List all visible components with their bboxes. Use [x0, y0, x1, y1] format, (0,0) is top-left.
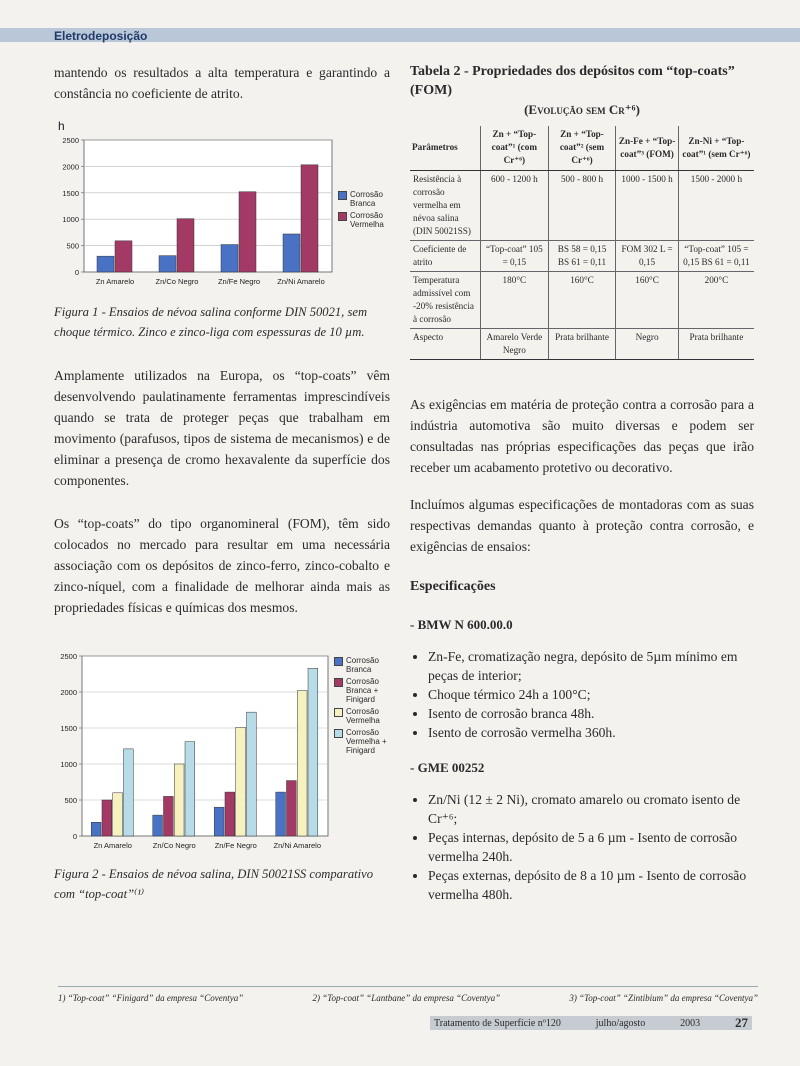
y-tick-label: 2500	[62, 136, 79, 145]
x-tick-label: Zn/Fe Negro	[217, 277, 261, 286]
table-row	[410, 241, 754, 272]
bar	[225, 792, 235, 836]
footnotes	[58, 986, 758, 1003]
bar	[276, 792, 286, 836]
legend-item	[334, 677, 392, 704]
legend-label: Corrosão Vermelha	[350, 211, 384, 229]
right-column	[410, 62, 754, 904]
y-tick-label: 500	[64, 796, 77, 805]
bar	[297, 691, 307, 836]
specifications-heading: Especificações	[410, 579, 496, 594]
list-item: • Peças externas, depósito de 8 a 10 µm - Isento de corrosão vermelha 480h.	[428, 866, 754, 904]
legend-item	[338, 211, 392, 229]
bar	[185, 742, 195, 836]
paragraph-automotive-requirements: As exigências em matéria de proteção contra a corrosão para a indústria automotiva são muito diversas e podem ser consultadas nas próprias especificações das peças que irão receber um acabamento protetivo ou decorativo.	[410, 397, 754, 475]
footnote: 2) “Top-coat” “Lantbane” da empresa “Coventya”	[312, 993, 501, 1003]
y-tick-label: 1000	[62, 215, 79, 225]
legend-swatch	[338, 191, 347, 200]
bar	[97, 256, 114, 272]
list-item: • Isento de corrosão branca 48h.	[428, 704, 754, 723]
list-item: • Isento de corrosão vermelha 360h.	[428, 723, 754, 742]
table-row	[410, 329, 754, 360]
table-header-cell: Zn-Ni + “Top-coat”¹ (sem Cr⁺⁶)	[678, 126, 754, 171]
table-cell: Coeficiente de atrito	[410, 241, 481, 272]
table-cell: Resistência à corrosão vermelha em névoa salina (DIN 50021SS)	[410, 171, 481, 241]
x-tick-label: Zn Amarelo	[93, 841, 132, 850]
y-tick-label: 1500	[60, 724, 77, 733]
y-tick-label: 0	[72, 832, 77, 841]
list-item: • Choque térmico 24h a 100°C;	[428, 685, 754, 704]
legend-swatch	[334, 708, 343, 717]
table-cell: FOM 302 L = 0,15	[616, 241, 678, 272]
footnote: 3) “Top-coat” “Zintibium” da empresa “Coventya”	[569, 993, 758, 1003]
bar	[115, 241, 132, 272]
paragraph-specifications-intro: Incluímos algumas especificações de montadoras com as suas respectivas demandas quanto à proteção contra corrosão, e exigências de ensaios:	[410, 497, 754, 554]
x-tick-label: Zn/Co Negro	[155, 277, 199, 286]
x-tick-label: Zn/Co Negro	[152, 841, 196, 850]
figure-2-caption: Figura 2 - Ensaios de névoa salina, DIN 50021SS comparativo com “top-coat”⁽¹⁾	[54, 867, 374, 901]
table-cell: BS 58 = 0,15 BS 61 = 0,11	[548, 241, 616, 272]
y-axis-label: h	[58, 119, 65, 133]
list-item: • Peças internas, depósito de 5 a 6 µm - Isento de corrosão vermelha 240h.	[428, 828, 754, 866]
properties-table	[410, 126, 754, 360]
bar	[301, 165, 318, 272]
y-tick-label: 1500	[62, 188, 79, 198]
table-row	[410, 171, 754, 241]
table-cell: 160°C	[616, 272, 678, 329]
table-cell: “Top-coat” 105 = 0,15	[481, 241, 549, 272]
y-tick-label: 2000	[62, 162, 79, 172]
bar	[239, 192, 256, 272]
table-header-row	[410, 126, 754, 171]
bar	[163, 796, 173, 836]
table-header-cell: Zn + “Top-coat”² (sem Cr⁺⁶)	[548, 126, 616, 171]
figure-1-chart	[54, 118, 390, 292]
figure-1-caption: Figura 1 - Ensaios de névoa salina conforme DIN 50021, sem choque térmico. Zinco e zinco-liga com espessuras de 10 µm.	[54, 305, 368, 339]
spec-bmw-title: - BMW N 600.00.0	[410, 617, 513, 632]
bar	[91, 822, 101, 836]
x-tick-label: Zn/Ni Amarelo	[277, 277, 325, 286]
legend-item	[334, 707, 392, 725]
figure-2-chart	[54, 650, 390, 858]
figure-2-legend	[334, 656, 392, 758]
page-number: 27	[735, 1015, 748, 1030]
bar	[236, 727, 246, 836]
intro-paragraph: mantendo os resultados a alta temperatura e garantindo a constância no coeficiente de atrito.	[54, 65, 390, 101]
list-item: • Zn/Ni (12 ± 2 Ni), cromato amarelo ou cromato isento de Cr⁺⁶;	[428, 790, 754, 828]
legend-swatch	[338, 212, 347, 221]
table-cell: “Top-coat” 105 = 0,15 BS 61 = 0,11	[678, 241, 754, 272]
table-cell: Prata brilhante	[678, 329, 754, 360]
issue-period: julho/agosto	[595, 1017, 646, 1029]
table-cell: Aspecto	[410, 329, 481, 360]
bar	[214, 807, 224, 836]
table-cell: 600 - 1200 h	[481, 171, 549, 241]
figure-1-legend	[338, 190, 392, 232]
paragraph-organomineral: Os “top-coats” do tipo organomineral (FOM), têm sido colocados no mercado para resultar em uma necessária associação com os depósitos de zinco-ferro, zinco-cobalto e zinco-níquel, com a finalidade de melhorar ainda mais as propriedades físicas e químicas dos mesmos.	[54, 516, 390, 615]
x-tick-label: Zn/Fe Negro	[214, 841, 257, 850]
magazine-name: Tratamento de Superfície nº120	[434, 1017, 561, 1029]
left-column	[54, 62, 390, 904]
bar	[174, 764, 184, 836]
table-header-cell: Zn + “Top-coat”¹ (com Cr⁺⁶)	[481, 126, 549, 171]
legend-swatch	[334, 678, 343, 687]
bar	[177, 219, 194, 272]
x-tick-label: Zn Amarelo	[95, 277, 135, 286]
table-subtitle: (Evolução sem Cr⁺⁶)	[524, 102, 640, 117]
bar	[113, 793, 123, 836]
legend-label: Corrosão Branca	[350, 190, 383, 208]
bar	[124, 749, 134, 836]
table-cell: 1500 - 2000 h	[678, 171, 754, 241]
table-cell: Temperatura admissível com -20% resistência à corrosão	[410, 272, 481, 329]
table-cell: 500 - 800 h	[548, 171, 616, 241]
spec-gme-title: - GME 00252	[410, 760, 485, 775]
section-title: Eletrodeposição	[54, 29, 148, 43]
bar	[159, 256, 176, 272]
bar	[153, 815, 163, 836]
legend-swatch	[334, 657, 343, 666]
footnote: 1) “Top-coat” “Finigard” da empresa “Coventya”	[58, 993, 244, 1003]
spec-gme-list	[410, 790, 754, 904]
bar	[308, 668, 318, 836]
table-header-cell: Parâmetros	[410, 126, 481, 171]
list-item: • Zn-Fe, cromatização negra, depósito de 5µm mínimo em peças de interior;	[428, 647, 754, 685]
legend-label: Corrosão Branca + Finigard	[346, 677, 379, 704]
bar	[283, 234, 300, 272]
legend-item	[338, 190, 392, 208]
table-cell: Amarelo Verde Negro	[481, 329, 549, 360]
legend-label: Corrosão Vermelha + Finigard	[346, 728, 387, 755]
table-cell: 200°C	[678, 272, 754, 329]
page-footer	[430, 1016, 752, 1030]
bar	[102, 800, 112, 836]
y-tick-label: 2500	[60, 652, 77, 661]
table-cell: 1000 - 1500 h	[616, 171, 678, 241]
issue-year: 2003	[680, 1017, 701, 1029]
table-cell: Prata brilhante	[548, 329, 616, 360]
table-title: Tabela 2 - Propriedades dos depósitos com “top-coats” (FOM)	[410, 64, 735, 98]
bar	[286, 781, 296, 836]
legend-label: Corrosão Vermelha	[346, 707, 380, 725]
legend-label: Corrosão Branca	[346, 656, 379, 674]
legend-item	[334, 728, 392, 755]
table-cell: 160°C	[548, 272, 616, 329]
x-tick-label: Zn/Ni Amarelo	[273, 841, 322, 850]
table-header-cell: Zn-Fe + “Top-coat”³ (FOM)	[616, 126, 678, 171]
table-cell: Negro	[616, 329, 678, 360]
table-row	[410, 272, 754, 329]
spec-bmw-list	[410, 647, 754, 742]
y-tick-label: 0	[74, 268, 79, 277]
paragraph-top-coats-europe: Amplamente utilizados na Europa, os “top-coats” vêm desenvolvendo paulatinamente ferramentas imprescindíveis quando se trata de proteger peças que trabalham em movimento (parafusos, tipos de sistema de mecanismos) e de eliminar a presença de cromo hexavalente da superfície dos componentes.	[54, 368, 390, 488]
legend-swatch	[334, 729, 343, 738]
bar	[247, 712, 257, 836]
legend-item	[334, 656, 392, 674]
y-tick-label: 500	[66, 241, 79, 251]
y-tick-label: 2000	[60, 688, 77, 697]
y-tick-label: 1000	[60, 760, 77, 769]
table-cell: 180°C	[481, 272, 549, 329]
bar	[221, 245, 238, 272]
